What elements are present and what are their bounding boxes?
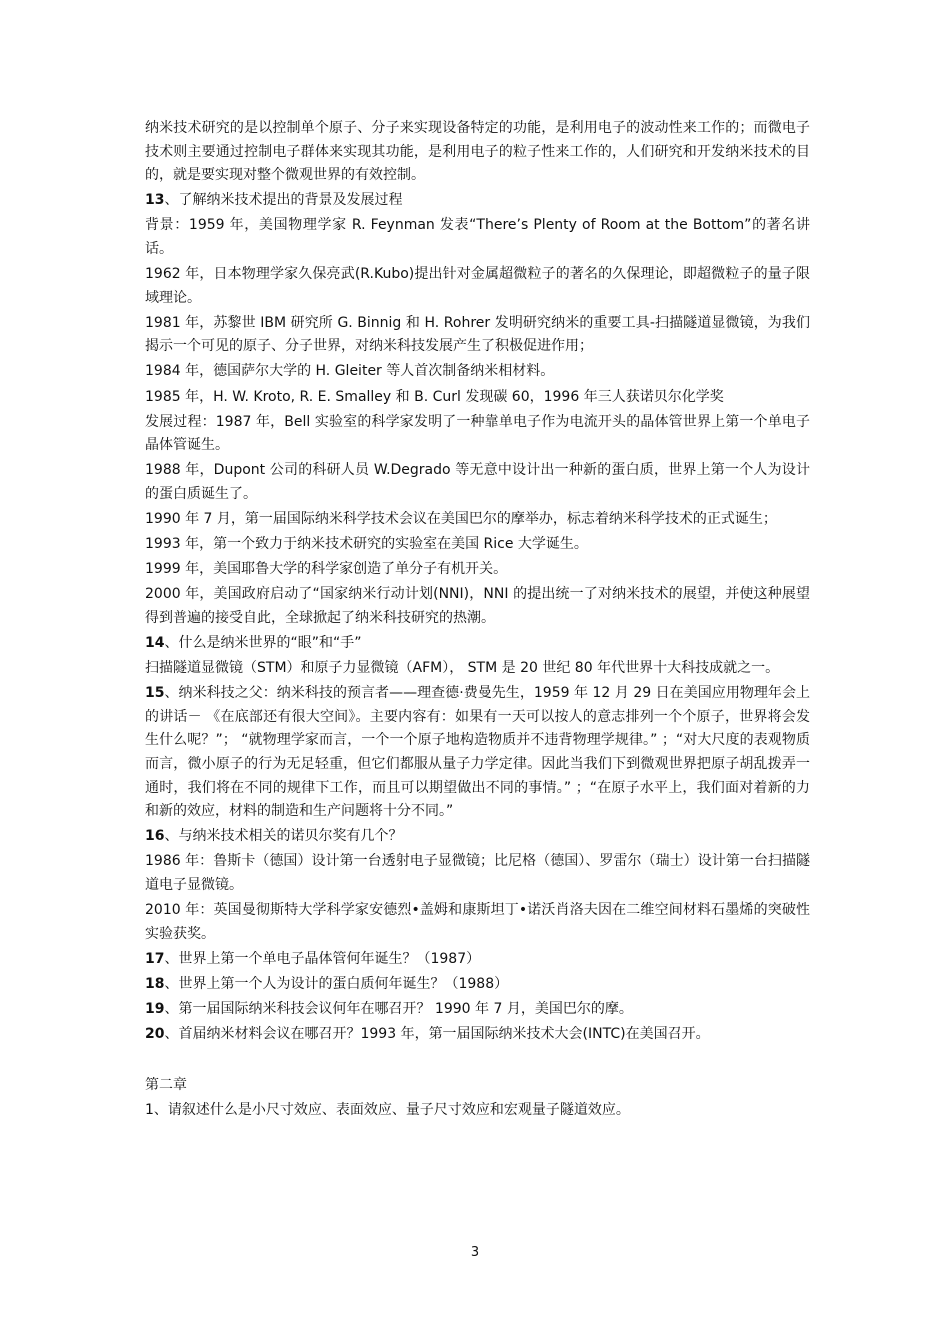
question-number: 16	[145, 828, 165, 845]
paragraph-text: 1981 年，苏黎世 IBM 研究所 G. Binnig 和 H. Rohrer 发明研究纳米的重要工具-扫描隧道显微镜，为我们揭示一个可见的原子、分子世界，对纳米科技发展产生了积极促进作用；	[145, 314, 810, 355]
paragraph-text: 、首届纳米材料会议在哪召开？1993 年，第一届国际纳米技术大会(INTC)在美国召开。	[164, 1025, 710, 1042]
paragraph	[145, 508, 810, 532]
paragraph-text: 、什么是纳米世界的“眼”和“手”	[164, 634, 362, 651]
paragraph-text: 1990 年 7 月，第一届国际纳米科学技术会议在美国巴尔的摩举办，标志着纳米科学技术的正式诞生；	[145, 511, 777, 527]
paragraph-text: 1962 年，日本物理学家久保亮武(R.Kubo)提出针对金属超微粒子的著名的久保理论，即超微粒子的量子限域理论。	[145, 266, 810, 306]
paragraph	[145, 583, 810, 630]
paragraph	[145, 263, 810, 310]
paragraph	[145, 657, 810, 681]
chapter-heading: 第二章	[145, 1077, 187, 1094]
question-number: 14	[145, 634, 165, 651]
paragraph	[145, 360, 810, 384]
paragraph	[145, 386, 810, 410]
paragraph	[145, 459, 810, 506]
question-number: 20	[145, 1025, 165, 1042]
paragraph-text: 、与纳米技术相关的诺贝尔奖有几个？	[164, 828, 403, 845]
paragraph-text: 、世界上第一个单电子晶体管何年诞生？（1987）	[164, 950, 481, 967]
paragraph-text: 、纳米科技之父：纳米科技的预言者——理查德·费曼先生，1959 年 12 月 29 日在美国应用物理年会上的讲话－ 《在底部还有很大空间》。主要内容有：如果有一天可以按人的意志排列一个个原子，世界将会发生什么呢？”； “就物理学家而言，一个一个原子地构造物质并不违背物理学规律。” ；“对大尺度的表观物质而言，微小原子的行为无足轻重，但它们都服从量子力学定律。因此当我们下到微观世界把原子胡乱拨弄一通时，我们将在不同的规律下工作，而且可以期望做出不同的事情。” ；“在原子水平上，我们面对着新的力和新的效应，材料的制造和生产问题将十分不同。”	[145, 685, 810, 820]
question-number: 15	[145, 685, 165, 702]
section-gap	[145, 1048, 810, 1074]
paragraph	[145, 850, 810, 897]
question-item	[145, 998, 810, 1022]
paragraph-text: 1985 年，H. W. Kroto, R. E. Smalley 和 B. Curl 发现碳 60，1996 年三人获诺贝尔化学奖	[145, 388, 724, 405]
paragraph-text: 背景：1959 年，美国物理学家 R. Feynman 发表“There’s Plenty of Room at the Bottom”的著名讲话。	[145, 217, 810, 257]
question-number: 19	[145, 1000, 165, 1017]
paragraph-text: 、世界上第一个人为设计的蛋白质何年诞生？（1988）	[164, 975, 509, 992]
paragraph-text: 、了解纳米技术提出的背景及发展过程	[164, 192, 403, 209]
paragraph-text: 2010 年：英国曼彻斯特大学科学家安德烈•盖姆和康斯坦丁•诺沃肖洛夫因在二维空间材料石墨烯的突破性实验获奖。	[145, 902, 810, 942]
question-number: 17	[145, 950, 165, 967]
question-item	[145, 825, 810, 849]
question-item	[145, 948, 810, 972]
question-number: 13	[145, 192, 165, 209]
question-item	[145, 1023, 810, 1047]
question-number: 18	[145, 975, 165, 992]
question-item	[145, 973, 810, 997]
paragraph	[145, 411, 810, 458]
paragraph-text: 2000 年，美国政府启动了“国家纳米行动计划(NNI)，NNI 的提出统一了对纳米技术的展望，并使这种展望得到普遍的接受自此，全球掀起了纳米科技研究的热潮。	[145, 586, 810, 626]
paragraph-text: 扫描隧道显微镜（STM）和原子力显微镜（AFM）， STM 是 20 世纪 80 年代世界十大科技成就之一。	[145, 660, 780, 677]
paragraph-text: 发展过程：1987 年，Bell 实验室的科学家发明了一种靠单电子作为电流开头的晶体管世界上第一个单电子晶体管诞生。	[145, 413, 810, 454]
paragraph-text: 、第一届国际纳米科技会议何年在哪召开？ 1990 年 7 月，美国巴尔的摩。	[164, 1000, 633, 1017]
paragraph-list	[145, 117, 810, 1047]
question-item	[145, 682, 810, 824]
paragraph-text: 纳米技术研究的是以控制单个原子、分子来实现设备特定的功能，是利用电子的波动性来工作的；而微电子技术则主要通过控制电子群体来实现其功能，是利用电子的粒子性来工作的，人们研究和开发纳米技术的目的，就是要实现对整个微观世界的有效控制。	[145, 120, 810, 184]
document-body	[145, 117, 810, 1124]
paragraph	[145, 899, 810, 946]
paragraph-text: 1988 年，Dupont 公司的科研人员 W.Degrado 等无意中设计出一种新的蛋白质，世界上第一个人为设计的蛋白质诞生了。	[145, 462, 810, 502]
question-item	[145, 632, 810, 656]
chapter-question: 1、请叙述什么是小尺寸效应、表面效应、量子尺寸效应和宏观量子隧道效应。	[145, 1102, 630, 1119]
paragraph-text: 1984 年，德国萨尔大学的 H. Gleiter 等人首次制备纳米相材料。	[145, 363, 555, 380]
paragraph	[145, 558, 810, 582]
paragraph-text: 1999 年，美国耶鲁大学的科学家创造了单分子有机开关。	[145, 561, 508, 578]
paragraph	[145, 533, 810, 557]
page-number: 3	[470, 1245, 480, 1260]
paragraph	[145, 214, 810, 261]
paragraph-text: 1993 年，第一个致力于纳米技术研究的实验室在美国 Rice 大学诞生。	[145, 536, 588, 553]
paragraph	[145, 117, 810, 188]
question-item	[145, 189, 810, 213]
paragraph-text: 1986 年：鲁斯卡（德国）设计第一台透射电子显微镜；比尼格（德国）、罗雷尔（瑞士）设计第一台扫描隧道电子显微镜。	[145, 853, 810, 893]
paragraph	[145, 312, 810, 359]
